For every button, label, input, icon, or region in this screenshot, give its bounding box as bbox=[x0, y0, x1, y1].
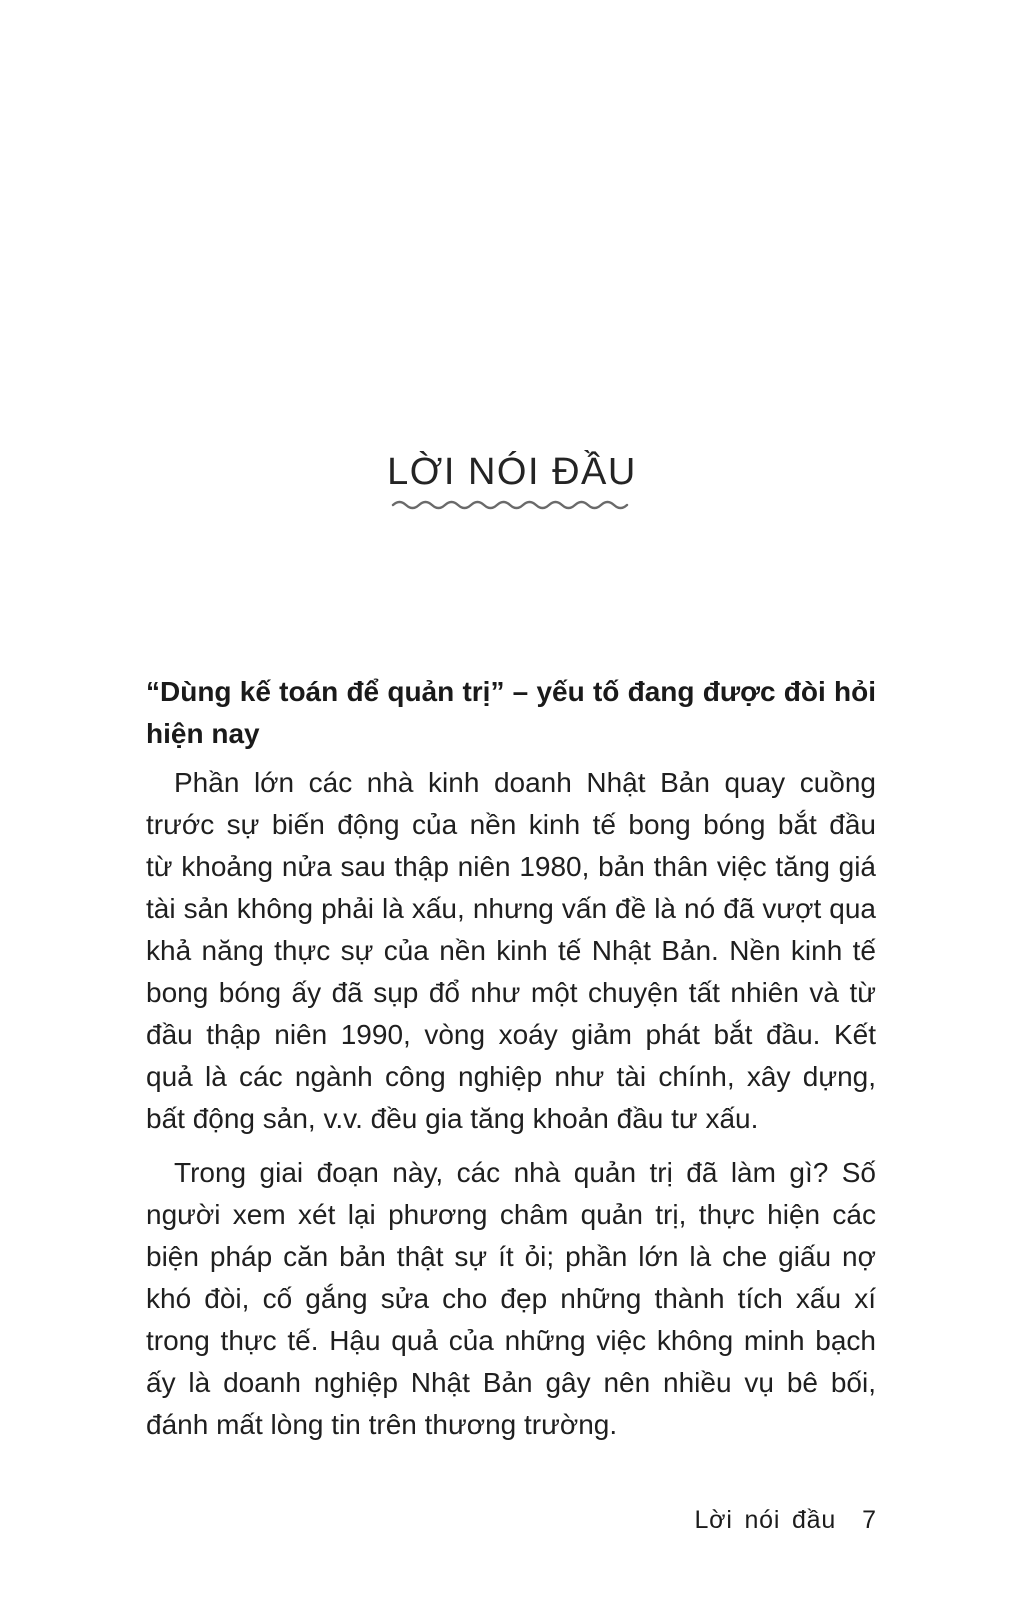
text-line: biện pháp căn bản thật sự ít ỏi; phần lớn là che giấu nợ bbox=[146, 1241, 876, 1272]
text-line: từ khoảng nửa sau thập niên 1980, bản thân việc tăng giá bbox=[146, 851, 876, 882]
text-line: bong bóng ấy đã sụp đổ như một chuyện tất nhiên và từ bbox=[146, 977, 876, 1008]
page-number: 7 bbox=[862, 1506, 876, 1534]
text-line: Phần lớn các nhà kinh doanh Nhật Bản quay cuồng bbox=[174, 767, 876, 798]
text-line: “Dùng kế toán để quản trị” – yếu tố đang được đòi hỏi bbox=[146, 676, 876, 707]
section-heading bbox=[146, 671, 876, 755]
text-line: Trong giai đoạn này, các nhà quản trị đã làm gì? Số bbox=[174, 1157, 876, 1188]
text-line: khả năng thực sự của nền kinh tế Nhật Bản. Nền kinh tế bbox=[146, 935, 876, 966]
paragraph bbox=[146, 762, 876, 1140]
text-line: ấy là doanh nghiệp Nhật Bản gây nên nhiều vụ bê bối, bbox=[146, 1367, 876, 1398]
text-line: khó đòi, cố gắng sửa cho đẹp những thành tích xấu xí bbox=[146, 1283, 876, 1314]
text-line: quả là các ngành công nghiệp như tài chính, xây dựng, bbox=[146, 1061, 876, 1092]
text-line: đầu thập niên 1990, vòng xoáy giảm phát bắt đầu. Kết bbox=[146, 1019, 876, 1050]
text-line: bất động sản, v.v. đều gia tăng khoản đầu tư xấu. bbox=[146, 1103, 759, 1134]
text-line: người xem xét lại phương châm quản trị, thực hiện các bbox=[146, 1199, 876, 1230]
text-line: tài sản không phải là xấu, nhưng vấn đề là nó đã vượt qua bbox=[146, 893, 876, 924]
page-footer bbox=[146, 1506, 876, 1534]
footer-section-label: Lời nói đầu bbox=[694, 1506, 837, 1534]
text-line: đánh mất lòng tin trên thương trường. bbox=[146, 1409, 618, 1440]
wavy-underline-decoration bbox=[390, 497, 634, 513]
text-line: hiện nay bbox=[146, 718, 260, 749]
chapter-title: LỜI NÓI ĐẦU bbox=[387, 451, 637, 493]
paragraph bbox=[146, 1152, 876, 1446]
text-line: trong thực tế. Hậu quả của những việc không minh bạch bbox=[146, 1325, 876, 1356]
text-line: trước sự biến động của nền kinh tế bong bóng bắt đầu bbox=[146, 809, 876, 840]
